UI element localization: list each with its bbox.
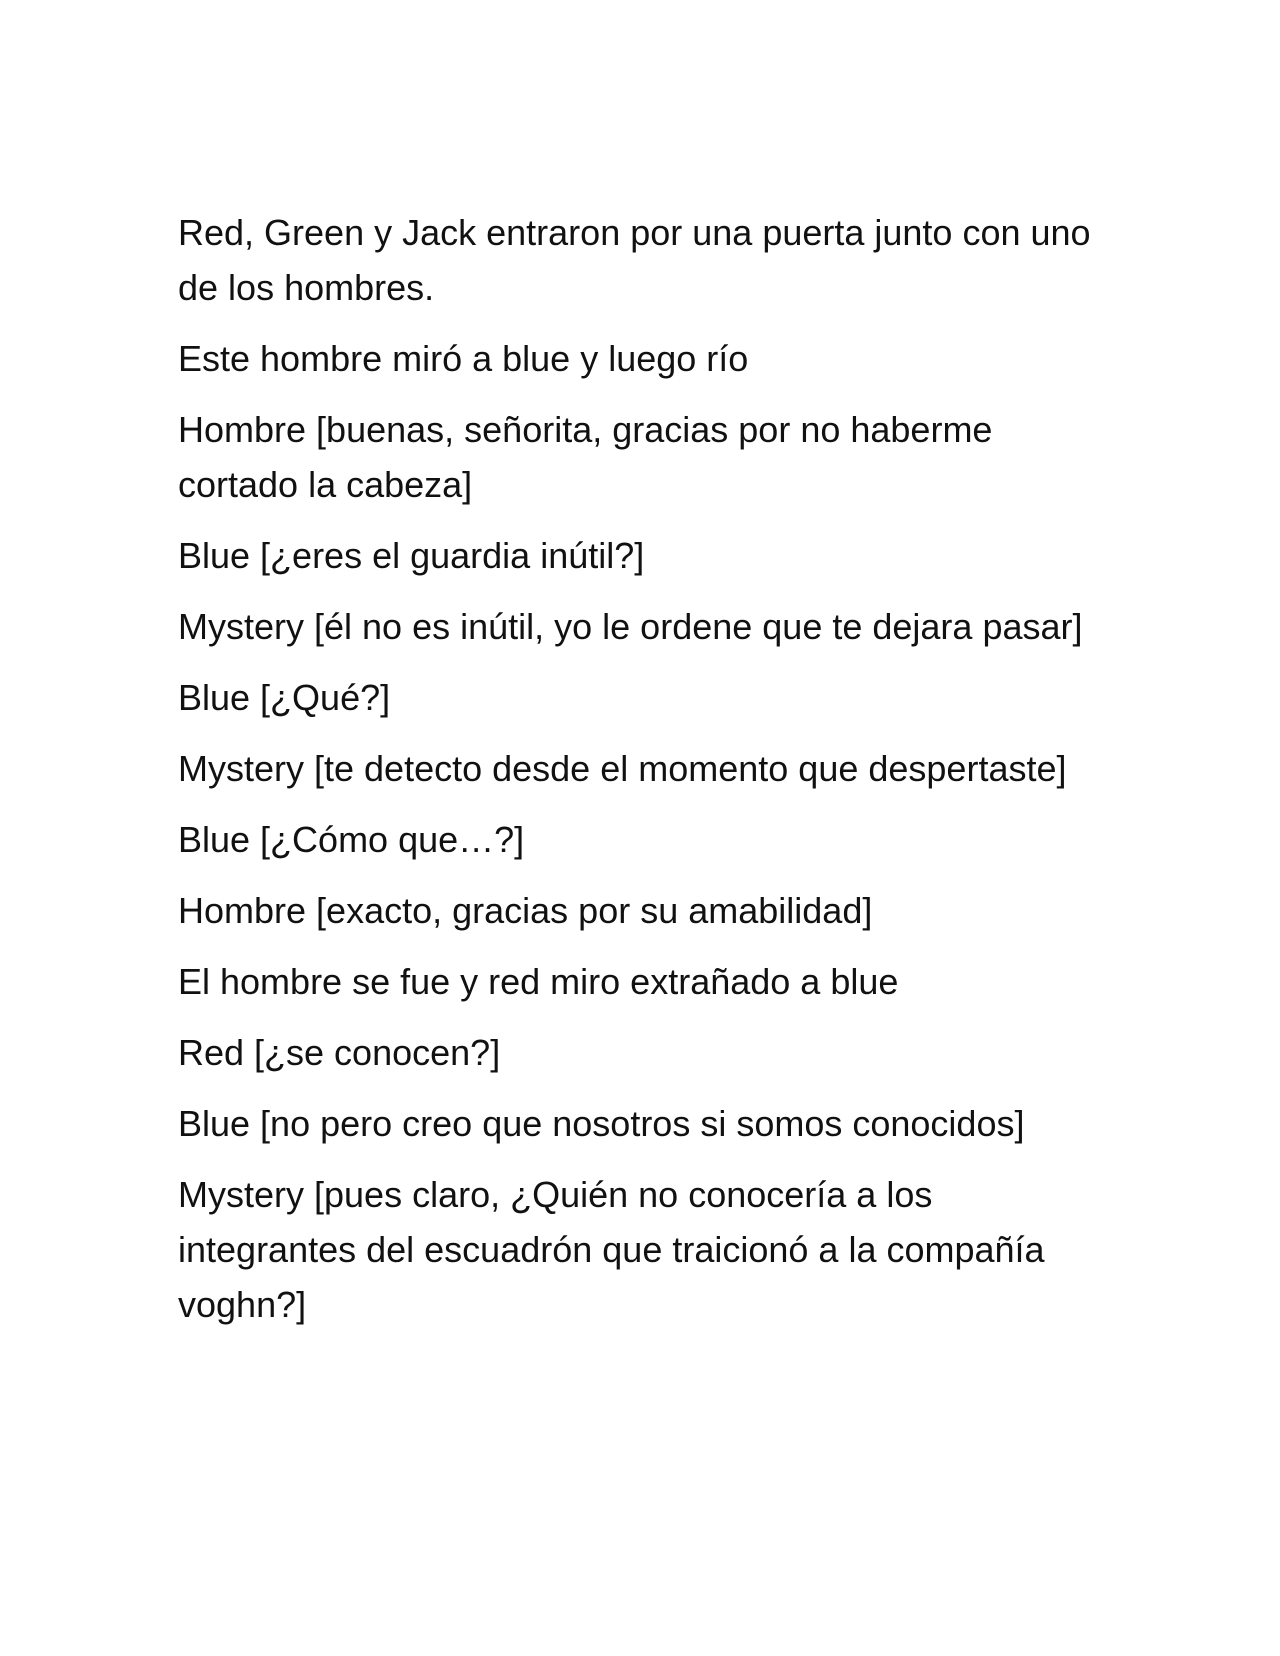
- paragraph: Red [¿se conocen?]: [178, 1032, 501, 1073]
- paragraph: Hombre [buenas, señorita, gracias por no haberme cortado la cabeza]: [178, 409, 993, 505]
- paragraph: Blue [no pero creo que nosotros si somos conocidos]: [178, 1103, 1025, 1144]
- paragraph: Mystery [te detecto desde el momento que despertaste]: [178, 748, 1067, 789]
- paragraph: Blue [¿Qué?]: [178, 677, 391, 718]
- paragraph: Mystery [él no es inútil, yo le ordene que te dejara pasar]: [178, 606, 1083, 647]
- document-body: [178, 205, 1118, 1348]
- paragraph: Este hombre miró a blue y luego río: [178, 338, 749, 379]
- paragraph: Red, Green y Jack entraron por una puerta junto con uno de los hombres.: [178, 212, 1091, 308]
- paragraph: Blue [¿eres el guardia inútil?]: [178, 535, 645, 576]
- paragraph: Hombre [exacto, gracias por su amabilidad]: [178, 890, 873, 931]
- paragraph: Blue [¿Cómo que…?]: [178, 819, 525, 860]
- paragraph: El hombre se fue y red miro extrañado a blue: [178, 961, 899, 1002]
- paragraph: Mystery [pues claro, ¿Quién no conocería a los integrantes del escuadrón que traicionó a la compañía voghn?]: [178, 1174, 1045, 1325]
